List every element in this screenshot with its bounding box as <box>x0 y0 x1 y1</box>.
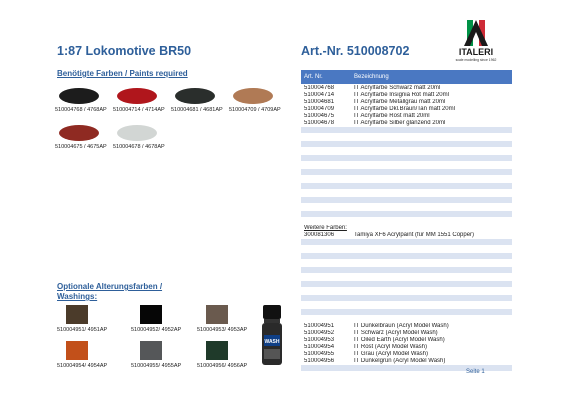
logo-brand: ITALERI <box>458 47 494 57</box>
empty-row <box>301 211 512 218</box>
cell-description: IT Acrylfarbe Rost matt 20ml <box>351 113 512 120</box>
empty-row <box>301 295 512 302</box>
empty-row <box>301 162 512 169</box>
cell-description: IT Dunkelgrün (Acryl Model Wash) <box>351 358 512 365</box>
cell-art-nr: 510004768 <box>301 85 351 92</box>
table-row <box>301 323 512 330</box>
cell-description: IT Oiled Earth (Acryl Model Wash) <box>351 337 512 344</box>
empty-row <box>301 302 512 309</box>
empty-row <box>301 204 512 211</box>
italeri-logo <box>446 20 516 66</box>
cell-art-nr: 510004678 <box>301 120 351 127</box>
cell-art-nr: 510004952 <box>301 330 351 337</box>
table-row <box>301 330 512 337</box>
logo-tagline: scale modelling since 1962 <box>455 58 497 62</box>
empty-row <box>301 260 512 267</box>
paint-swatch <box>59 88 99 104</box>
bottle-label: WASH <box>264 339 280 345</box>
empty-row <box>301 169 512 176</box>
paint-swatch <box>117 125 157 141</box>
cell-art-nr: 510004714 <box>301 92 351 99</box>
empty-row <box>301 190 512 197</box>
further-colors-row <box>301 225 512 232</box>
paint-swatch-label: 510004714 / 4714AP <box>113 107 165 113</box>
cell-art-nr: 510004709 <box>301 106 351 113</box>
empty-row <box>301 127 512 134</box>
empty-row <box>301 316 512 323</box>
cell-description: IT Grau (Acryl Model Wash) <box>351 351 512 358</box>
paint-swatch-label: 510004768 / 4768AP <box>55 107 107 113</box>
wash-bottle-image <box>260 305 284 367</box>
empty-row <box>301 253 512 260</box>
paint-swatch <box>59 125 99 141</box>
empty-row <box>301 141 512 148</box>
wash-swatch <box>206 305 228 324</box>
table-row <box>301 358 512 365</box>
wash-swatch <box>140 305 162 324</box>
empty-row <box>301 239 512 246</box>
table-row <box>301 113 512 120</box>
washings-heading-line2: Washings: <box>57 292 98 301</box>
col-header-art: Art. Nr. <box>301 70 351 85</box>
cell-art-nr: 510004951 <box>301 323 351 330</box>
wash-swatch-label: 510004953/ 4953AP <box>197 327 248 333</box>
cell-description: IT Acrylfarbe Dkl.Braun/Tan matt 20ml <box>351 106 512 113</box>
page-title: 1:87 Lokomotive BR50 <box>57 44 192 58</box>
col-header-desc: Bezeichnung <box>351 70 512 85</box>
cell-art-nr: 510004955 <box>301 351 351 358</box>
empty-row <box>301 288 512 295</box>
table-row <box>301 85 512 92</box>
cell-description: IT Rost (Acryl Model Wash) <box>351 344 512 351</box>
cell-art-nr: 510004953 <box>301 337 351 344</box>
empty-row <box>301 176 512 183</box>
table-row <box>301 344 512 351</box>
wash-swatch <box>66 305 88 324</box>
empty-row <box>301 183 512 190</box>
paint-swatch-label: 510004681 / 4681AP <box>171 107 223 113</box>
cell-description: IT Acrylfarbe Silber glänzend 20ml <box>351 120 512 127</box>
empty-row <box>301 197 512 204</box>
cell-art-nr: 510004954 <box>301 344 351 351</box>
empty-row <box>301 246 512 253</box>
cell-description: IT Acrylfarbe Insignia Rot matt 20ml <box>351 92 512 99</box>
paints-required-heading: Benötigte Farben / Paints required <box>57 69 188 78</box>
table-row <box>301 337 512 344</box>
wash-swatch-label: 510004952/ 4952AP <box>131 327 182 333</box>
empty-row <box>301 274 512 281</box>
cell-art-nr: 510004681 <box>301 99 351 106</box>
paint-swatch <box>233 88 273 104</box>
paint-swatch-label: 510004675 / 4675AP <box>55 144 107 150</box>
table-row <box>301 351 512 358</box>
cell-art-nr: 510004675 <box>301 113 351 120</box>
empty-row <box>301 218 512 225</box>
paint-table <box>301 70 512 379</box>
empty-row <box>301 134 512 141</box>
empty-row <box>301 155 512 162</box>
empty-row <box>301 267 512 274</box>
cell-art-nr: 300081306 <box>301 232 351 239</box>
cell-description: IT Dunkelbraun (Acryl Model Wash) <box>351 323 512 330</box>
washings-heading-line1: Optionale Alterungsfarben / <box>57 282 163 291</box>
cell-description: Tamiya XF6 Acrylpaint (für MM 1551 Copper) <box>351 232 512 239</box>
paint-swatch-label: 510004709 / 4709AP <box>229 107 281 113</box>
further-colors-label: Weitere Farben: <box>301 225 512 232</box>
paint-swatch <box>175 88 215 104</box>
empty-row <box>301 281 512 288</box>
cell-art-nr: 510004956 <box>301 358 351 365</box>
article-number: Art.-Nr. 510008702 <box>301 44 410 58</box>
wash-swatch-label: 510004951/ 4951AP <box>57 327 108 333</box>
wash-swatch <box>66 341 88 360</box>
page-number: Seite 1 <box>466 369 485 375</box>
table-row <box>301 106 512 113</box>
cell-description: IT Schwarz (Acryl Model Wash) <box>351 330 512 337</box>
table-row <box>301 232 512 239</box>
table-row <box>301 99 512 106</box>
wash-swatch-label: 510004956/ 4956AP <box>197 363 248 369</box>
cell-description: IT Acrylfarbe Metallgrau matt 20ml <box>351 99 512 106</box>
wash-swatch <box>140 341 162 360</box>
table-row <box>301 120 512 127</box>
paint-swatch-label: 510004678 / 4678AP <box>113 144 165 150</box>
empty-row <box>301 148 512 155</box>
paint-swatch <box>117 88 157 104</box>
wash-swatch-label: 510004955/ 4955AP <box>131 363 182 369</box>
wash-swatch <box>206 341 228 360</box>
empty-row <box>301 309 512 316</box>
wash-swatch-label: 510004954/ 4954AP <box>57 363 108 369</box>
table-row <box>301 92 512 99</box>
cell-description: IT Acrylfarbe Schwarz matt 20ml <box>351 85 512 92</box>
